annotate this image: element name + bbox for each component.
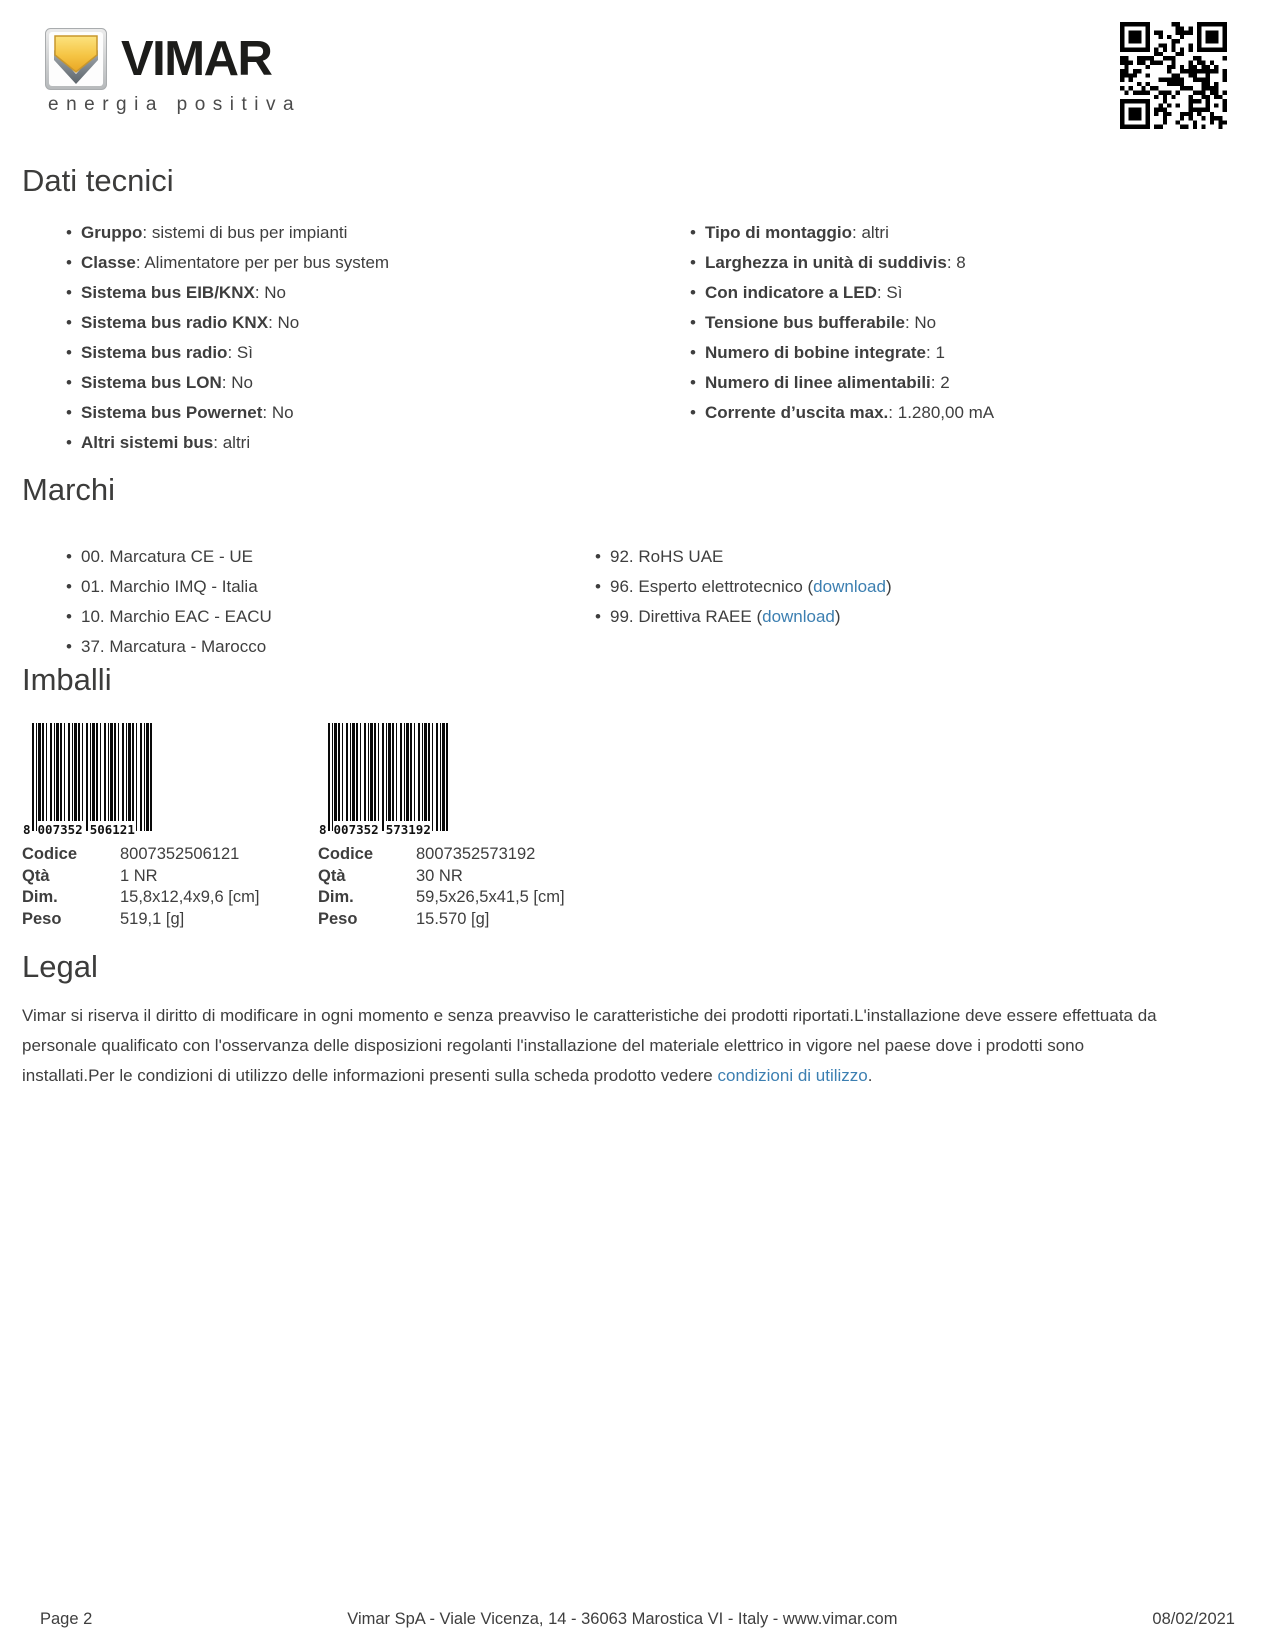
field-value: 30 NR [416,866,463,885]
spec-item [690,398,994,428]
mark-item [66,632,272,662]
package-block-2 [318,723,604,930]
field-label: Qtà [318,866,346,885]
section-title-dati-tecnici: Dati tecnici [22,163,174,198]
spec-item [690,248,994,278]
barcode-1-digits [22,821,162,838]
field-label: Qtà [22,866,50,885]
spec-value: 1 [935,343,945,362]
spec-item [690,218,994,248]
legal-body-text: Vimar si riserva il diritto di modificare in ogni momento e senza preavviso le caratteristiche dei prodotti riportati.L'installazione deve essere effettuata da personale qualificato con l'osservanza delle disposizioni regolanti l'installazione del materiale elettrico in vigore nel paese dove i prodotti sono installati.Per le condizioni di utilizzo delle informazioni presenti sulla scheda prodotto vedere [22,1006,1157,1085]
package-field-row [318,909,604,931]
spec-item [66,338,389,368]
spec-label: Gruppo [81,223,143,242]
marchi-right-list [595,542,892,632]
spec-separator: : [268,313,278,332]
spec-label: Con indicatore a LED [705,283,877,302]
dati-tecnici-right-list [690,218,994,428]
mark-text: 96. Esperto elettrotecnico ( [610,577,814,596]
marchi-left-list [66,542,272,662]
brand-tagline: energia positiva [48,94,302,115]
mark-item [595,542,892,572]
spec-value: No [271,403,294,422]
spec-value: 2 [940,373,950,392]
field-label: Dim. [318,888,354,907]
field-value: 519,1 [g] [120,909,185,928]
field-value: 8007352506121 [120,845,240,864]
spec-separator: : [254,283,265,302]
spec-separator: : [946,253,957,272]
spec-label: Corrente d’uscita max. [705,403,889,422]
spec-label: Numero di linee alimentabili [705,373,931,392]
field-label: Dim. [22,888,58,907]
ean-digit-group: 8 [319,822,327,837]
barcode-1 [32,723,152,831]
package-1-fields [22,844,308,930]
spec-label: Altri sistemi bus [81,433,214,452]
spec-label: Sistema bus EIB/KNX [81,283,255,302]
ean-digit-group: 8 [23,822,31,837]
spec-label: Sistema bus radio [81,343,228,362]
package-block-1 [22,723,308,930]
spec-value: Sì [236,343,253,362]
spec-label: Sistema bus Powernet [81,403,263,422]
spec-label: Classe [81,253,136,272]
spec-separator: : [888,403,898,422]
spec-label: Sistema bus radio KNX [81,313,269,332]
download-link[interactable]: download [762,607,835,626]
spec-item [66,398,389,428]
mark-text: 99. Direttiva RAEE ( [610,607,763,626]
field-value: 59,5x26,5x41,5 [cm] [416,888,565,907]
qr-code-icon [1120,22,1227,129]
section-title-marchi: Marchi [22,472,116,507]
mark-text: 37. Marcatura - Marocco [81,637,267,656]
package-field-row [22,909,308,931]
spec-label: Larghezza in unità di suddivis [705,253,947,272]
barcode-2 [328,723,448,831]
spec-value: altri [222,433,251,452]
spec-item [690,338,994,368]
spec-separator: : [926,343,936,362]
mark-item [66,572,272,602]
spec-label: Tipo di montaggio [705,223,852,242]
package-field-row [22,866,308,888]
spec-separator: : [227,343,237,362]
spec-separator: : [262,403,272,422]
package-field-row [318,866,604,888]
spec-separator: : [876,283,887,302]
mark-item [595,572,892,602]
spec-item [66,248,389,278]
mark-text: 10. Marchio EAC - EACU [81,607,272,626]
mark-text: 01. Marchio IMQ - Italia [81,577,258,596]
brand-wordmark: VIMAR [121,32,272,86]
spec-label: Tensione bus bufferabile [705,313,905,332]
spec-item [690,368,994,398]
spec-separator: : [930,373,941,392]
spec-item [66,308,389,338]
package-field-row [22,844,308,866]
spec-item [690,308,994,338]
dati-tecnici-left-list [66,218,389,458]
spec-separator: : [904,313,915,332]
spec-item [690,278,994,308]
spec-item [66,428,389,458]
package-field-row [318,844,604,866]
field-value: 1 NR [120,866,158,885]
field-label: Peso [22,909,62,928]
field-label: Codice [22,845,78,864]
spec-value: No [277,313,300,332]
package-field-row [318,887,604,909]
spec-value: altri [861,223,889,242]
spec-value: 8 [956,253,966,272]
spec-separator: : [135,253,145,272]
spec-label: Numero di bobine integrate [705,343,927,362]
footer-page-number: Page 2 [40,1610,93,1628]
mark-text: 00. Marcatura CE - UE [81,547,253,566]
page-footer [0,1610,1275,1629]
field-value: 15,8x12,4x9,6 [cm] [120,888,260,907]
ean-digit-group: 506121 [89,822,135,837]
vimar-logo [45,28,301,116]
package-field-row [22,887,308,909]
footer-date: 08/02/2021 [1152,1610,1235,1628]
spec-item [66,368,389,398]
mark-text-suffix: ) [885,577,892,596]
spec-separator: : [142,223,152,242]
spec-separator: : [852,223,862,242]
mark-item [66,602,272,632]
ean-digit-group: 007352 [37,822,83,837]
mark-text-suffix: ) [834,607,841,626]
mark-item [66,542,272,572]
spec-item [66,218,389,248]
spec-label: Sistema bus LON [81,373,222,392]
legal-paragraph [22,1001,1172,1091]
condizioni-di-utilizzo-link[interactable]: condizioni di utilizzo [717,1066,868,1085]
vimar-shield-icon [45,28,107,90]
field-label: Peso [318,909,358,928]
spec-value: No [231,373,253,392]
spec-value: Sì [886,283,903,302]
package-2-fields [318,844,604,930]
section-title-legal: Legal [22,949,98,984]
spec-separator: : [213,433,223,452]
ean-digit-group: 007352 [333,822,379,837]
legal-period: . [867,1066,873,1085]
section-title-imballi: Imballi [22,662,112,697]
spec-value: No [264,283,287,302]
footer-company-address: Vimar SpA - Viale Vicenza, 14 - 36063 Marostica VI - Italy - www.vimar.com [347,1610,898,1628]
field-label: Codice [318,845,374,864]
download-link[interactable]: download [813,577,886,596]
spec-value: No [914,313,937,332]
spec-value: sistemi di bus per impianti [151,223,348,242]
field-value: 15.570 [g] [416,909,490,928]
spec-item [66,278,389,308]
barcode-2-digits [318,821,458,838]
mark-text: 92. RoHS UAE [610,547,724,566]
spec-value: 1.280,00 mA [897,403,995,422]
spec-value: Alimentatore per per bus system [144,253,390,272]
mark-item [595,602,892,632]
spec-separator: : [221,373,232,392]
ean-digit-group: 573192 [385,822,431,837]
field-value: 8007352573192 [416,845,536,864]
